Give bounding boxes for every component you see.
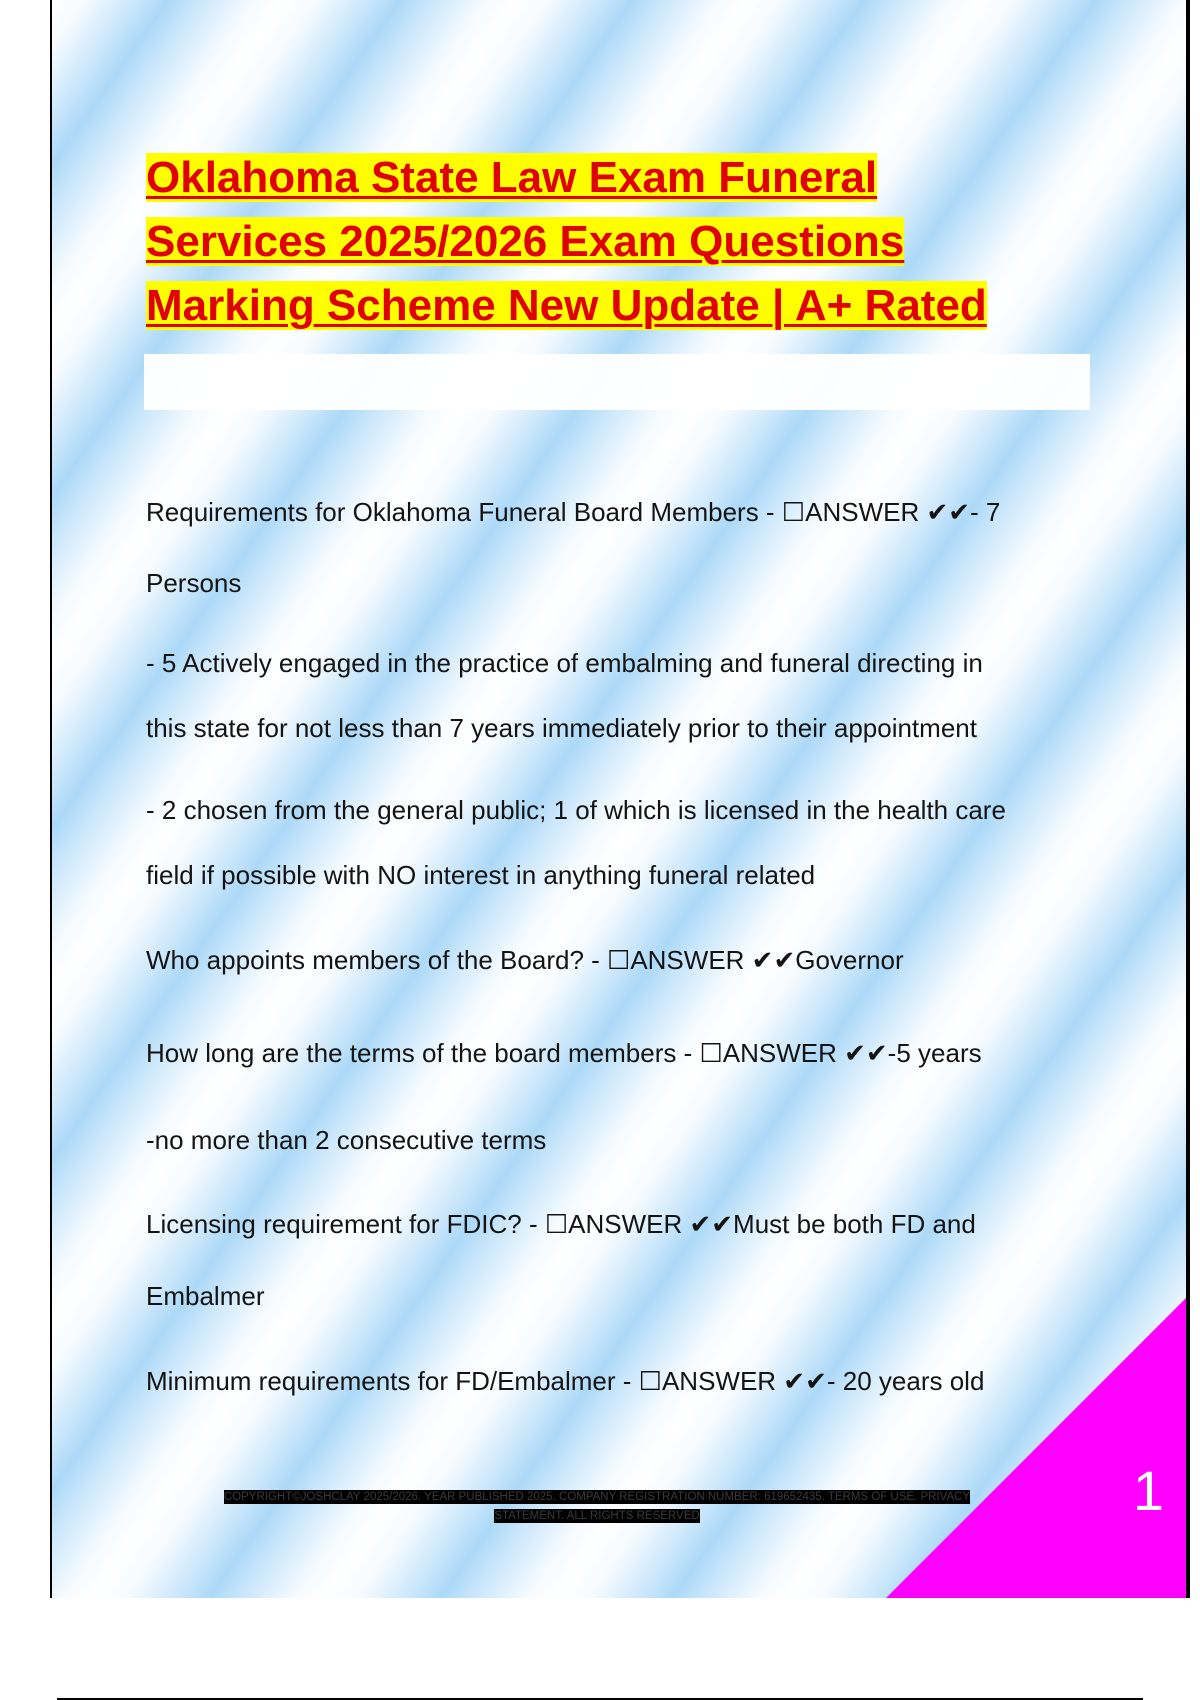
- document-page: [50, 0, 1190, 1598]
- body-line: -no more than 2 consecutive terms: [146, 1125, 547, 1155]
- copyright-line-1: COPYRIGHT©JOSHCLAY 2025/2026. YEAR PUBLISHED 2025. COMPANY REGISTRATION NUMBER: 619652435. TERMS OF USE. PRIVACY: [223, 1491, 971, 1503]
- body-line: - 2 chosen from the general public; 1 of which is licensed in the health care: [146, 795, 1006, 825]
- copyright-line-2: STATEMENT. ALL RIGHTS RESERVED: [494, 1510, 700, 1522]
- body-line: Persons: [146, 568, 242, 598]
- blank-band: [144, 354, 1090, 410]
- title-line-3: Marking Scheme New Update | A+ Rated: [146, 281, 987, 330]
- body-line: - 5 Actively engaged in the practice of embalming and funeral directing in: [146, 648, 983, 678]
- body-line: field if possible with NO interest in anything funeral related: [146, 860, 816, 890]
- body-line: Who appoints members of the Board? - ☐ANSWER ✔✔Governor: [146, 945, 904, 975]
- body-line: this state for not less than 7 years immediately prior to their appointment: [146, 713, 977, 743]
- title-line-2: Services 2025/2026 Exam Questions: [146, 217, 905, 266]
- body-line: Minimum requirements for FD/Embalmer - ☐ANSWER ✔✔- 20 years old: [146, 1366, 985, 1396]
- page-number: 1: [1132, 1459, 1164, 1522]
- title-line-1: Oklahoma State Law Exam Funeral: [146, 153, 878, 202]
- body-line: Embalmer: [146, 1281, 265, 1311]
- copyright-notice: [172, 1488, 1022, 1526]
- body-line: Licensing requirement for FDIC? - ☐ANSWER ✔✔Must be both FD and: [146, 1209, 976, 1239]
- corner-triangle: [886, 1298, 1186, 1598]
- document-title: [146, 146, 1146, 338]
- body-line: How long are the terms of the board members - ☐ANSWER ✔✔-5 years: [146, 1038, 982, 1068]
- body-line: Requirements for Oklahoma Funeral Board Members - ☐ANSWER ✔✔- 7: [146, 497, 1001, 527]
